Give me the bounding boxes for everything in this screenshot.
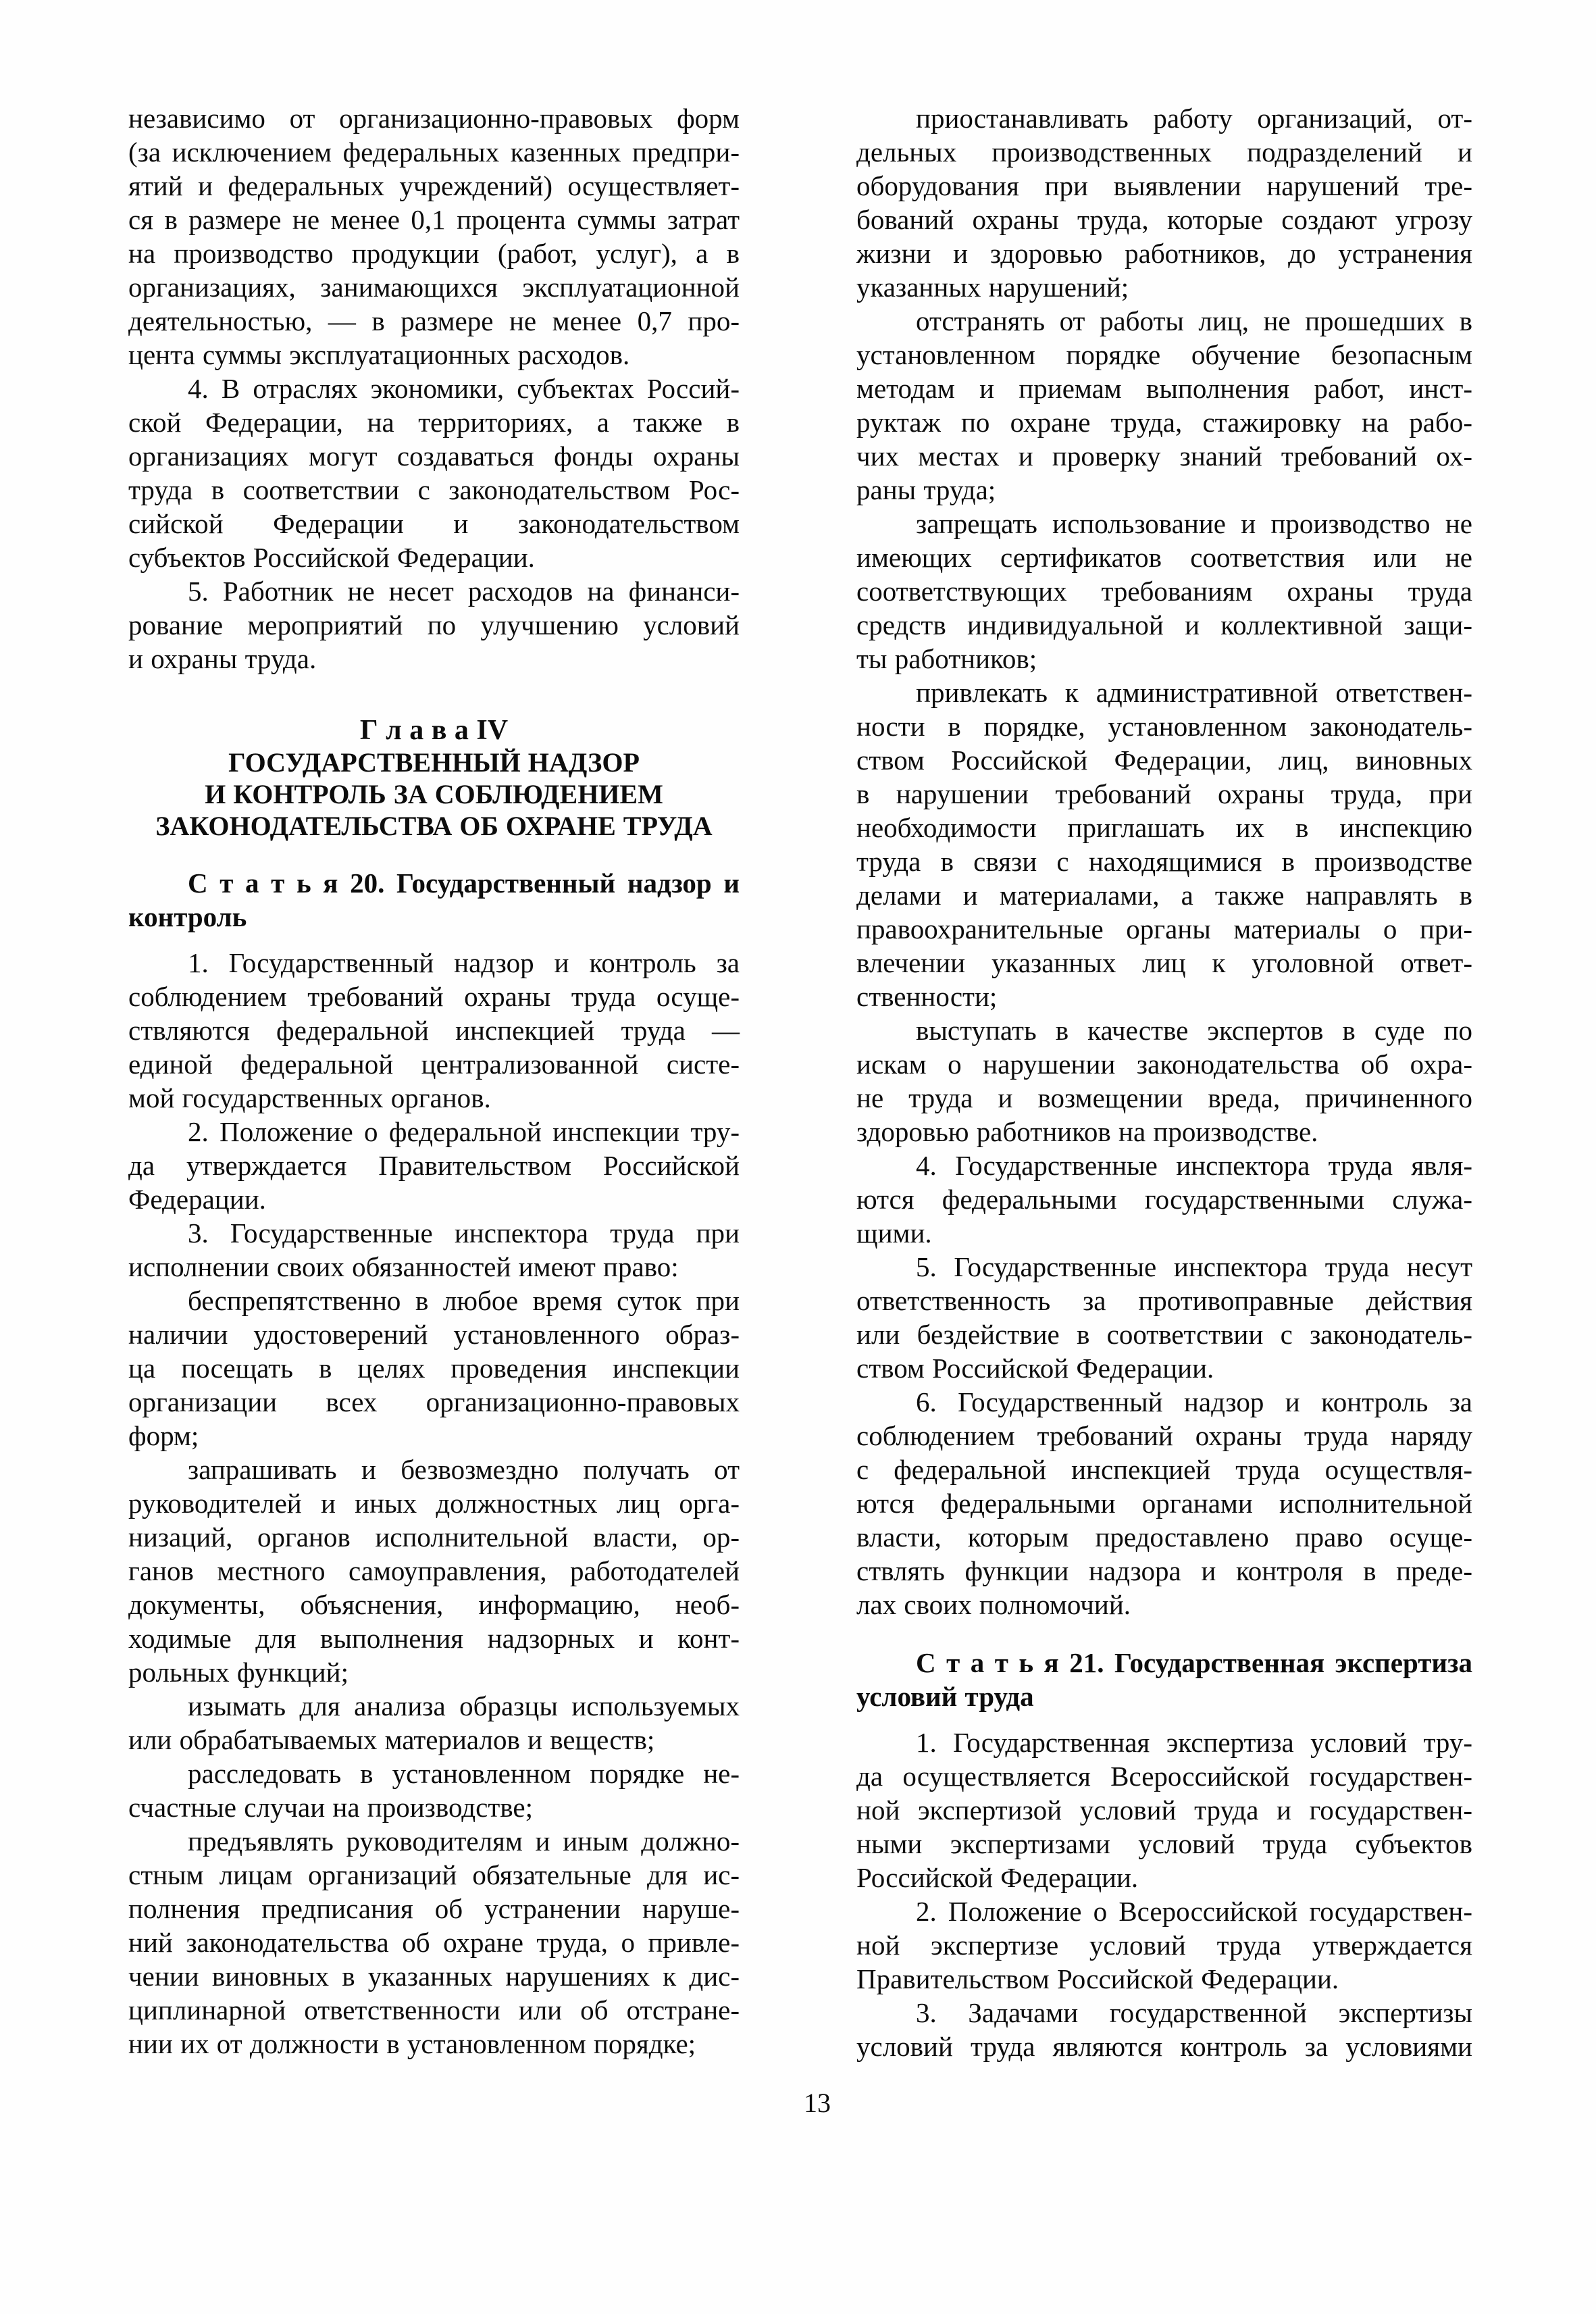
text-line: циплинарной ответственности или об отстране-	[128, 1994, 740, 2026]
text-line: мой государственных органов.	[128, 1082, 491, 1113]
text-line: да осуществляется Всероссийской государствен-	[856, 1761, 1472, 1792]
paragraph	[128, 574, 740, 676]
chapter-heading	[128, 715, 740, 842]
text-line: 3. Задачами государственной экспертизы	[916, 1997, 1472, 2028]
text-line: ствляются федеральной инспекцией труда —	[128, 1015, 740, 1046]
text-line: средств индивидуальной и коллективной защи-	[856, 609, 1472, 640]
text-line: раны труда;	[856, 474, 996, 505]
text-line: указанных нарушений;	[856, 272, 1129, 303]
text-line: влечении указанных лиц к уголовной ответ-	[856, 947, 1472, 978]
text-line: оборудования при выявлении нарушений тре-	[856, 170, 1472, 201]
text-line: независимо от организационно-правовых форм	[128, 103, 740, 134]
paragraph	[128, 1824, 740, 2061]
text-line: соблюдением требований охраны труда наряду	[856, 1420, 1472, 1451]
text-line: полнения предписания об устранении наруше-	[128, 1893, 740, 1924]
text-line: Федерации.	[128, 1184, 266, 1215]
text-line: бований охраны труда, которые создают угрозу	[856, 204, 1472, 235]
text-line: с федеральной инспекцией труда осуществля-	[856, 1454, 1472, 1485]
text-line: С т а т ь я 21. Государственная экспертиза	[916, 1647, 1472, 1678]
text-line: ством Российской Федерации, лиц, виновных	[856, 745, 1472, 776]
text-line: исполнении своих обязанностей имеют право:	[128, 1251, 679, 1282]
text-line: труда в связи с находящимися в производстве	[856, 846, 1472, 877]
text-line: ответственность за противоправные действия	[856, 1285, 1472, 1316]
text-line: здоровью работников на производстве.	[856, 1116, 1318, 1147]
text-line: выступать в качестве экспертов в суде по	[916, 1015, 1472, 1046]
paragraph	[856, 1149, 1472, 1250]
text-line: стным лицам организаций обязательные для ис-	[128, 1859, 740, 1890]
text-line: чих местах и проверку знаний требований ох-	[856, 441, 1472, 472]
text-line: на производство продукции (работ, услуг), а в	[128, 238, 740, 269]
text-line: или обрабатываемых материалов и веществ;	[128, 1724, 655, 1755]
text-line: ца посещать в целях проведения инспекции	[128, 1353, 740, 1384]
text-line: 5. Работник не несет расходов на финанси-	[188, 576, 740, 607]
paragraph	[856, 1385, 1472, 1621]
text-line: единой федеральной централизованной систе-	[128, 1049, 740, 1080]
text-line: труда в соответствии с законодательством Рос-	[128, 474, 740, 505]
text-line: Правительством Российской Федерации.	[856, 1963, 1339, 1994]
text-line: предъявлять руководителям и иным должно-	[188, 1826, 740, 1857]
text-line: ются федеральными органами исполнительной	[856, 1488, 1472, 1519]
text-line: ной экспертизой условий труда и государствен-	[856, 1794, 1472, 1826]
text-line: расследовать в установленном порядке не-	[188, 1758, 740, 1789]
text-line: документы, объяснения, информацию, необ-	[128, 1589, 740, 1620]
text-line: привлекать к административной ответствен-	[916, 677, 1472, 708]
text-line: ты работников;	[856, 643, 1037, 674]
text-line: необходимости приглашать их в инспекцию	[856, 812, 1472, 843]
text-line: беспрепятственно в любое время суток при	[188, 1285, 740, 1316]
paragraph	[128, 1216, 740, 1284]
text-line: И КОНТРОЛЬ ЗА СОБЛЮДЕНИЕМ	[205, 779, 663, 809]
text-line: приостанавливать работу организаций, от-	[916, 103, 1472, 134]
text-line: организациях могут создаваться фонды охраны	[128, 441, 740, 472]
text-line: ний законодательства об охране труда, о привле-	[128, 1927, 740, 1958]
paragraph	[128, 1284, 740, 1453]
text-line: ной экспертизе условий труда утверждается	[856, 1930, 1472, 1961]
text-line: Г л а в а IV	[359, 715, 509, 746]
text-line: руководителей и иных должностных лиц орга-	[128, 1488, 740, 1519]
text-line: субъектов Российской Федерации.	[128, 542, 535, 573]
text-line: да утверждается Правительством Российской	[128, 1150, 740, 1181]
text-line: ской Федерации, на территориях, а также в	[128, 407, 740, 438]
text-line: дельных производственных подразделений и	[856, 136, 1472, 168]
left-column	[128, 101, 740, 2061]
text-line: низаций, органов исполнительной власти, ор-	[128, 1521, 740, 1553]
text-line: установленном порядке обучение безопасным	[856, 339, 1472, 370]
paragraph	[856, 1894, 1472, 1996]
paragraph	[128, 101, 740, 372]
text-line: и охраны труда.	[128, 643, 317, 674]
paragraph	[856, 507, 1472, 676]
text-line: ся в размере не менее 0,1 процента суммы затрат	[128, 204, 740, 235]
text-line: ности в порядке, установленном законодатель-	[856, 711, 1472, 742]
text-line: правоохранительные органы материалы о при-	[856, 913, 1472, 945]
text-line: ством Российской Федерации.	[856, 1353, 1214, 1384]
paragraph	[856, 1250, 1472, 1385]
text-line: 2. Положение о Всероссийской государствен-	[916, 1896, 1472, 1927]
text-line: 2. Положение о федеральной инспекции тру-	[188, 1116, 740, 1147]
text-line: ГОСУДАРСТВЕННЫЙ НАДЗОР	[228, 747, 640, 778]
text-line: или бездействие в соответствии с законодатель-	[856, 1319, 1472, 1350]
text-line: 1. Государственная экспертиза условий тру-	[916, 1727, 1472, 1758]
text-line: в нарушении требований охраны труда, при	[856, 778, 1472, 809]
text-line: рольных функций;	[128, 1657, 349, 1688]
text-line: 4. В отраслях экономики, субъектах Россий-	[188, 373, 740, 404]
paragraph	[128, 372, 740, 574]
text-line: 5. Государственные инспектора труда несут	[916, 1251, 1472, 1282]
paragraph	[856, 1013, 1472, 1149]
text-line: лах своих полномочий.	[856, 1589, 1131, 1620]
text-line: изымать для анализа образцы используемых	[188, 1690, 740, 1721]
paragraph	[128, 1115, 740, 1216]
text-line: условий труда	[856, 1681, 1034, 1712]
text-line: чении виновных в указанных нарушениях к дис-	[128, 1961, 740, 1992]
text-line: ными экспертизами условий труда субъектов	[856, 1828, 1472, 1859]
text-line: 1. Государственный надзор и контроль за	[188, 947, 740, 978]
text-line: ходимые для выполнения надзорных и конт-	[128, 1623, 740, 1654]
text-line: (за исключением федеральных казенных предпри-	[128, 136, 740, 168]
text-line: нии их от должности в установленном порядке;	[128, 2028, 696, 2059]
paragraph	[856, 676, 1472, 1013]
text-line: наличии удостоверений установленного образ-	[128, 1319, 740, 1350]
text-line: искам о нарушении законодательства об охра-	[856, 1049, 1472, 1080]
article-heading	[128, 866, 740, 934]
text-line: форм;	[128, 1420, 199, 1451]
text-line: организации всех организационно-правовых	[128, 1386, 740, 1417]
paragraph	[128, 1689, 740, 1757]
page-number: 13	[804, 2088, 831, 2118]
text-line: условий труда являются контроль за условиями	[856, 2031, 1472, 2062]
text-line: делами и материалами, а также направлять в	[856, 880, 1472, 911]
text-line: имеющих сертификатов соответствия или не	[856, 542, 1472, 573]
text-line: деятельностью, — в размере не менее 0,7 про-	[128, 305, 740, 336]
text-line: сийской Федерации и законодательством	[128, 508, 740, 539]
text-line: ятий и федеральных учреждений) осуществляет-	[128, 170, 740, 201]
text-line: ганов местного самоуправления, работодателей	[128, 1555, 740, 1586]
text-line: руктаж по охране труда, стажировку на рабо-	[856, 407, 1472, 438]
article-heading	[856, 1646, 1472, 1713]
text-line: не труда и возмещении вреда, причиненного	[856, 1082, 1472, 1113]
text-line: запрашивать и безвозмездно получать от	[188, 1454, 740, 1485]
text-line: рование мероприятий по улучшению условий	[128, 609, 740, 640]
text-line: ствлять функции надзора и контроля в преде-	[856, 1555, 1472, 1586]
right-column	[856, 101, 1472, 2063]
text-line: 6. Государственный надзор и контроль за	[916, 1386, 1472, 1417]
text-line: счастные случаи на производстве;	[128, 1792, 533, 1823]
paragraph	[856, 1726, 1472, 1894]
text-line: ЗАКОНОДАТЕЛЬСТВА ОБ ОХРАНЕ ТРУДА	[155, 811, 713, 841]
paragraph	[128, 946, 740, 1115]
text-line: С т а т ь я 20. Государственный надзор и	[188, 867, 740, 899]
text-line: ются федеральными государственными служа-	[856, 1184, 1472, 1215]
text-line: ственности;	[856, 981, 998, 1012]
paragraph	[128, 1453, 740, 1689]
text-line: жизни и здоровью работников, до устранения	[856, 238, 1472, 269]
text-line: соответствующих требованиям охраны труда	[856, 576, 1472, 607]
text-line: 3. Государственные инспектора труда при	[188, 1217, 740, 1249]
text-line: методам и приемам выполнения работ, инст-	[856, 373, 1472, 404]
paragraph	[856, 304, 1472, 507]
paragraph	[856, 101, 1472, 304]
text-line: Российской Федерации.	[856, 1862, 1139, 1893]
text-line: щими.	[856, 1217, 932, 1249]
text-line: запрещать использование и производство не	[916, 508, 1472, 539]
paragraph	[856, 1996, 1472, 2063]
text-line: соблюдением требований охраны труда осуще-	[128, 981, 740, 1012]
paragraph	[128, 1757, 740, 1824]
text-line: цента суммы эксплуатационных расходов.	[128, 339, 630, 370]
text-line: 4. Государственные инспектора труда явля-	[916, 1150, 1472, 1181]
text-line: власти, которым предоставлено право осуще-	[856, 1521, 1472, 1553]
text-line: контроль	[128, 901, 247, 932]
text-line: организациях, занимающихся эксплуатационной	[128, 272, 740, 303]
text-line: отстранять от работы лиц, не прошедших в	[916, 305, 1472, 336]
